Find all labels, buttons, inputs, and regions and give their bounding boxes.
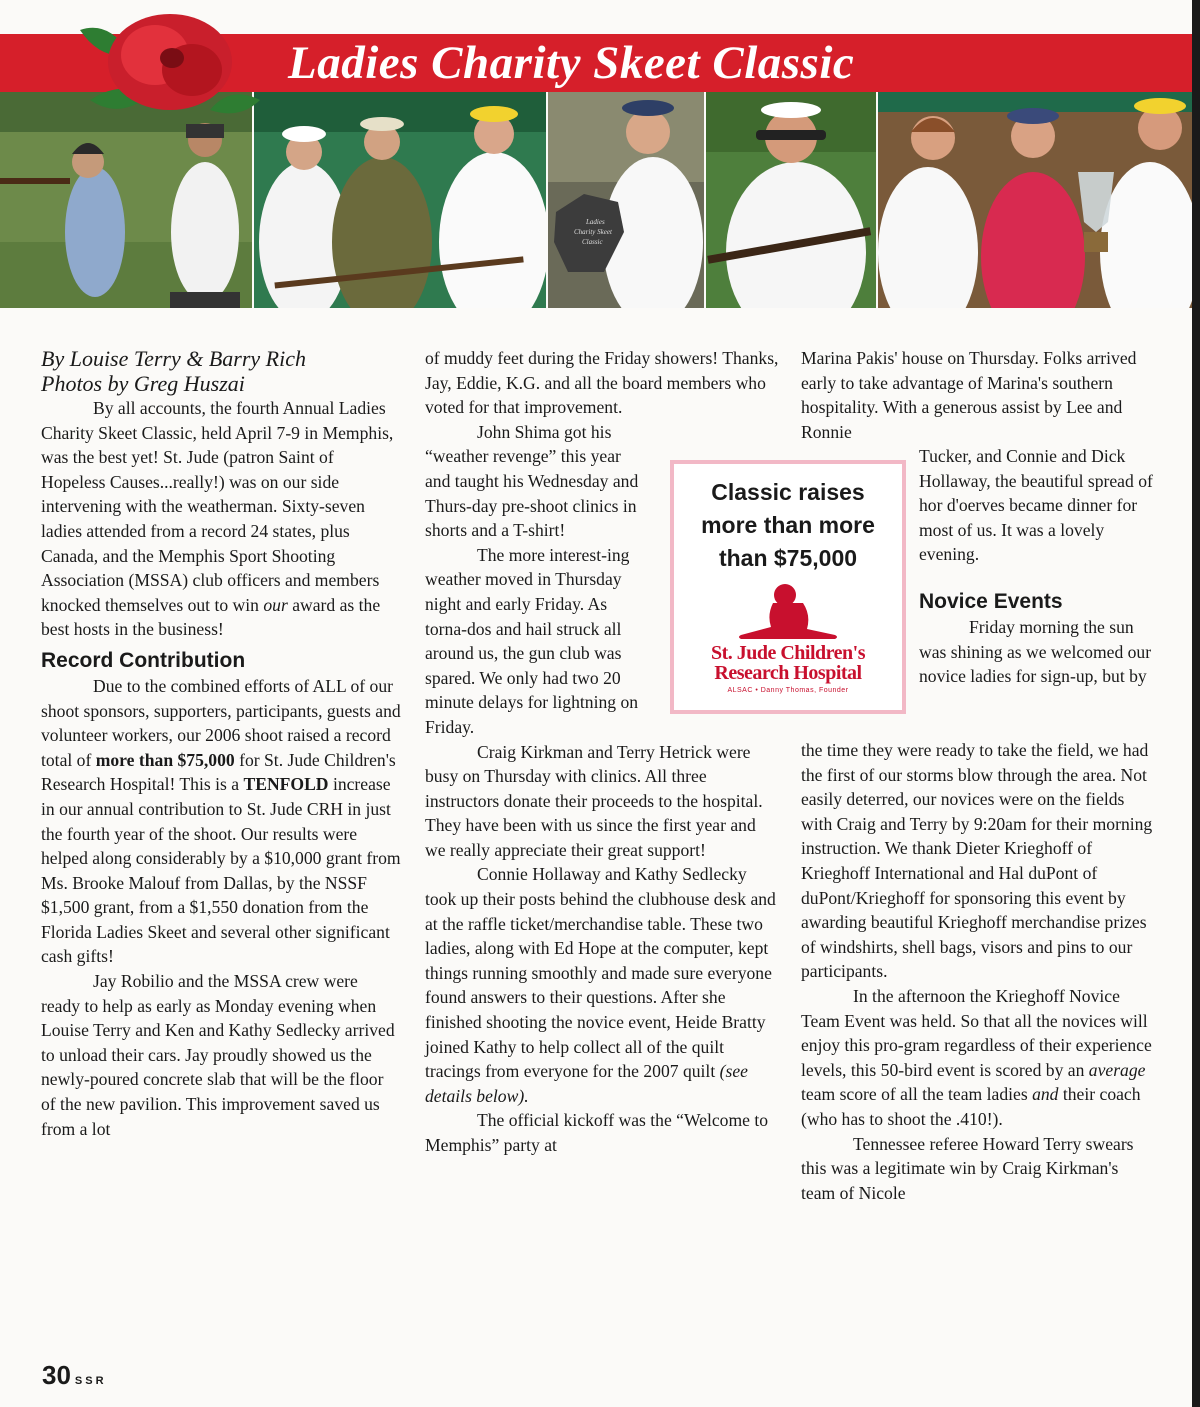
kickoff-paragraph: The official kickoff was the “Welcome to Memphis” party at (425, 1110, 769, 1155)
st-jude-name: St. Jude Children's Research Hospital (710, 642, 866, 684)
byline-authors: By Louise Terry & Barry Rich (41, 346, 306, 371)
pakis-paragraph-end: Tucker, and Connie and Dick Hollaway, the beautiful spread of hor d'oerves became dinner for most of us. It was a lovely evening. (919, 446, 1153, 565)
photo-woman-shotgun (706, 92, 876, 308)
pakis-paragraph-start: Marina Pakis' house on Thursday. Folks arrived early to take advantage of Marina's southern hospitality. With a generous assist by Lee and Ronnie (801, 348, 1137, 442)
robilio-paragraph: Jay Robilio and the MSSA crew were ready to help as early as Monday evening when Louise Terry and Ken and Kathy Sedlecky arrived to unload their cars. Jay proudly showed us the newly-poured concrete slab that will be the floor of the new pavilion. This improvement saved us from a lot (41, 971, 395, 1139)
photo-trophy (878, 92, 1195, 308)
section-heading-novice-events: Novice Events (919, 589, 1063, 613)
page-edge (1192, 0, 1200, 1407)
svg-text:Ladies: Ladies (586, 218, 605, 226)
st-jude-founder: ALSAC • Danny Thomas, Founder (727, 687, 849, 694)
page-title: Ladies Charity Skeet Classic (288, 37, 855, 89)
svg-text:Classic: Classic (582, 238, 603, 246)
magazine-name: SSR (74, 1375, 107, 1387)
byline (41, 346, 401, 396)
page-footer (42, 1360, 107, 1391)
byline-photos: Photos by Greg Huszai (41, 371, 245, 396)
weather-paragraph: The more interest-ing weather moved in Thursday night and early Friday. As torna-dos and hail struck all around us, the gun club was spared. We only had two 20 minute delays for lightning on Friday. (425, 544, 639, 737)
muddy-paragraph: of muddy feet during the Friday showers! Thanks, Jay, Eddie, K.G. and all the board members who voted for that improvement. (425, 348, 779, 418)
column-3-bottom (801, 738, 1156, 1205)
svg-text:Charity Skeet: Charity Skeet (574, 228, 612, 236)
volunteers-paragraph: Connie Hollaway and Kathy Sedlecky took up their posts behind the clubhouse desk and at the raffle ticket/merchandise table. These two ladies, along with Ed Hope at the computer, kept things running smoothly and made sure everyone found answers to their questions. After she finished shooting the novice event, Heide Bratty joined Kathy to help collect all of the quilt tracings from everyone for the 2007 quilt (see details below). (425, 864, 776, 1106)
team-event-paragraph: In the afternoon the Krieghoff Novice Team Event was held. So that all the novices will enjoy this pro-gram regardless of their experience levels, this 50-bird event is scored by an average team score of all the team ladies and their coach (who has to shoot the .410!). (801, 985, 1152, 1129)
section-heading-record-contribution: Record Contribution (41, 648, 246, 672)
callout-box (670, 460, 906, 714)
column-1 (41, 346, 401, 1141)
st-jude-child-logo (733, 581, 843, 643)
flower-decoration (60, 0, 270, 140)
instructors-paragraph: Craig Kirkman and Terry Hetrick were busy on Thursday with clinics. All three instructors donate their proceeds to the hospital. They have been with us since the first year and we really appreciate their great support! (425, 741, 763, 860)
novice-paragraph-start: Friday morning the sun was shining as we welcomed our novice ladies for sign-up, but by (919, 616, 1152, 687)
photo-plaque (548, 92, 704, 308)
record-paragraph: Due to the combined efforts of ALL of our shoot sponsors, supporters, participants, guests and volunteer workers, our 2006 shoot raised a record total of more than $75,000 for St. Jude Children's Research Hospital! This is a TENFOLD increase in our annual contribution to St. Jude CRH in just the fourth year of the shoot. Our results were helped along considerably by a $10,000 grant from Ms. Brooke Malouf from Dallas, by the NSSF $1,500 grant, from a $1,550 donation from the Florida Ladies Skeet and several other significant cash gifts! (41, 675, 401, 967)
callout-headline: Classic raises more than more than $75,000 (701, 479, 875, 571)
photo-three-people (254, 92, 546, 308)
column-3-top (801, 346, 1156, 444)
referee-paragraph: Tennessee referee Howard Terry swears this was a legitimate win by Craig Kirkman's team of Nicole (801, 1133, 1134, 1203)
page-number: 30 (42, 1360, 71, 1390)
intro-paragraph: By all accounts, the fourth Annual Ladies Charity Skeet Classic, held April 7-9 in Memphis, was the best yet! St. Jude (patron Saint of Hopeless Causes...really!) was on our side intervening with the weatherman. Sixty-seven ladies attended from a record 24 states, plus Canada, and the Memphis Sport Shooting Association (MSSA) club officers and members knocked themselves out to win our award as the best hosts in the business! (41, 398, 394, 640)
novice-paragraph-end: the time they were ready to take the field, we had the first of our storms blow through the area. Not easily deterred, our novices were on the fields with Craig and Terry by 9:20am for their morning instruction. We thank Dieter Krieghoff of Krieghoff International and Hal duPont of duPont/Krieghoff for sponsoring this event by awarding beautiful Krieghoff merchandise prizes of windshirts, shell bags, visors and pins to our participants. (801, 740, 1153, 982)
shima-paragraph: John Shima got his “weather revenge” this year and taught his Wednesday and Thurs-day pre-shoot clinics in shorts and a T-shirt! (425, 421, 639, 541)
column-3-wrap (919, 444, 1155, 689)
